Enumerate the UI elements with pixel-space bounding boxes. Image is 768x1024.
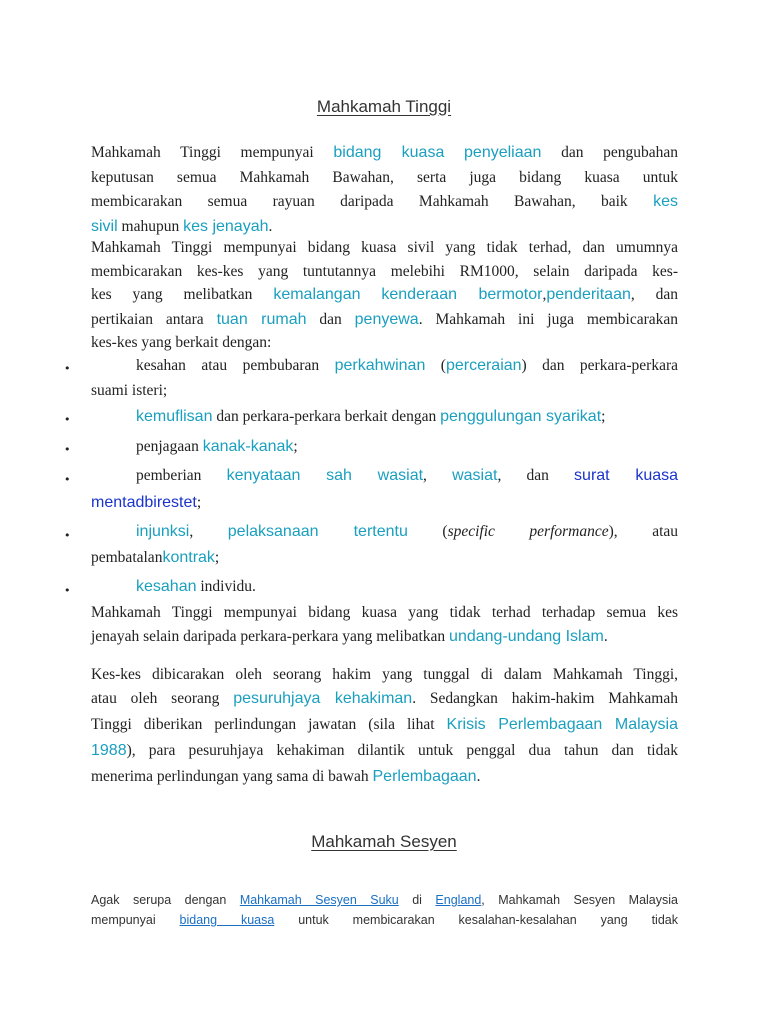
p5-line1 — [91, 893, 678, 907]
bullet5-line1 — [136, 523, 678, 541]
link-kemalangan[interactable]: kemalangan — [273, 286, 361, 303]
bullet6 — [136, 578, 678, 596]
link-wasiat[interactable]: wasiat — [452, 467, 498, 484]
link-sivil[interactable]: sivil — [91, 218, 118, 235]
p1-line4 — [91, 218, 678, 236]
text: ), atau — [608, 523, 679, 540]
text: , — [189, 523, 194, 540]
link-kontrak[interactable]: kontrak — [162, 549, 215, 566]
text: ; — [293, 438, 298, 455]
text: ) dan perkara-perkara — [521, 357, 679, 374]
bullet3 — [136, 438, 678, 456]
link-perkahwinan[interactable]: perkahwinan — [334, 357, 426, 374]
bullet-marker: • — [64, 413, 71, 426]
text: di — [412, 893, 422, 907]
bullet-marker: • — [64, 529, 71, 542]
link-krisis-perlembagaan[interactable]: Krisis Perlembagaan Malaysia — [446, 716, 678, 733]
p4-line4 — [91, 742, 678, 760]
text: kesahan atau pembubaran — [136, 357, 320, 374]
p2-line5: kes-kes yang berkait dengan: — [91, 334, 272, 351]
text: ), para pesuruhjaya kehakiman dilantik untuk penggal dua tahun dan tidak — [126, 742, 678, 759]
p1-line2: keputusan semua Mahkamah Bawahan, serta juga bidang kuasa untuk — [91, 169, 678, 186]
p4-line5 — [91, 768, 678, 786]
link-perlembagaan[interactable]: Perlembagaan — [372, 768, 477, 785]
text: pemberian — [136, 467, 202, 484]
text: Mahkamah Tinggi mempunyai — [91, 144, 314, 161]
bullet-marker: • — [64, 362, 71, 375]
text: penjagaan — [136, 438, 199, 455]
p4-line2 — [91, 690, 678, 708]
link-pelaksanaan-tertentu[interactable]: pelaksanaan tertentu — [227, 523, 408, 540]
link-kenderaan-bermotor[interactable]: kenderaan bermotor — [381, 286, 543, 303]
text: ; — [601, 408, 606, 425]
text: . Sedangkan hakim-hakim Mahkamah — [412, 690, 678, 707]
italic-term: specific performance — [447, 523, 609, 540]
text: atau oleh seorang — [91, 690, 220, 707]
text: . — [476, 768, 481, 785]
p1-line1 — [91, 144, 678, 162]
link-perceraian[interactable]: perceraian — [445, 357, 522, 374]
text: mempunyai — [91, 913, 156, 927]
p2-line4 — [91, 311, 678, 329]
text: , — [423, 467, 427, 484]
link-penderitaan[interactable]: penderitaan — [546, 286, 631, 303]
text: Tinggi diberikan perlindungan jawatan (sila lihat — [91, 716, 435, 733]
link-england[interactable]: England — [435, 893, 482, 907]
link-penyewa[interactable]: penyewa — [354, 311, 419, 328]
link-penggulungan-syarikat[interactable]: penggulungan syarikat — [440, 408, 602, 425]
p1-line3 — [91, 193, 678, 211]
text: dan pengubahan — [561, 144, 679, 161]
text: dan perkara-perkara berkait dengan — [216, 408, 437, 425]
text: pertikaian antara — [91, 311, 204, 328]
p4-line1: Kes-kes dibicarakan oleh seorang hakim yang tunggal di dalam Mahkamah Tinggi, — [91, 666, 678, 683]
heading-mahkamah-tinggi: Mahkamah Tinggi — [316, 97, 452, 116]
link-bidang-kuasa[interactable]: bidang kuasa — [333, 144, 445, 161]
link-kes[interactable]: kes — [653, 193, 678, 210]
bullet2 — [136, 408, 678, 426]
text: , — [542, 286, 547, 303]
bullet1-line2: suami isteri; — [91, 382, 168, 399]
link-kemuflisan[interactable]: kemuflisan — [136, 408, 213, 425]
link-tuan-rumah[interactable]: tuan rumah — [216, 311, 307, 328]
bullet1-line1 — [136, 357, 678, 375]
p2-line3 — [91, 286, 678, 304]
bullet-marker: • — [64, 584, 71, 597]
text: ( — [440, 357, 446, 374]
p5-line2 — [91, 913, 678, 927]
link-bidang-kuasa-2[interactable]: bidang kuasa — [179, 913, 275, 927]
bullet-marker: • — [64, 443, 71, 456]
text: . — [268, 218, 273, 235]
text: ( — [442, 523, 448, 540]
text: individu. — [200, 578, 256, 595]
link-kesahan[interactable]: kesahan — [136, 578, 197, 595]
text: menerima perlindungan yang sama di bawah — [91, 768, 369, 785]
text: dan — [319, 311, 342, 328]
bullet5-line2 — [91, 549, 678, 567]
link-mentadbirestet[interactable]: mentadbirestet — [91, 494, 197, 511]
link-undang-undang-islam[interactable]: undang-undang Islam — [449, 628, 604, 645]
link-injunksi[interactable]: injunksi — [136, 523, 190, 540]
text: pembatalan — [91, 549, 163, 566]
p2-line1: Mahkamah Tinggi mempunyai bidang kuasa sivil yang tidak terhad, dan umumnya — [91, 239, 678, 256]
text: . Mahkamah ini juga membicarakan — [418, 311, 679, 328]
link-kes-jenayah[interactable]: kes jenayah — [183, 218, 269, 235]
text: ; — [196, 494, 202, 511]
p2-line2: membicarakan kes-kes yang tuntutannya melebihi RM1000, selain daripada kes- — [91, 263, 678, 280]
bullet4-line1 — [136, 467, 678, 485]
text: jenayah selain daripada perkara-perkara yang melibatkan — [91, 628, 446, 645]
text: , dan — [497, 467, 549, 484]
bullet-marker: • — [64, 473, 71, 486]
bullet4-line2 — [91, 494, 678, 512]
text: ; — [214, 549, 220, 566]
text: membicarakan semua rayuan daripada Mahkamah Bawahan, baik — [91, 193, 628, 210]
p4-line3 — [91, 716, 678, 734]
p3-line1: Mahkamah Tinggi mempunyai bidang kuasa yang tidak terhad terhadap semua kes — [91, 604, 678, 621]
text: , dan — [630, 286, 678, 303]
text: Agak serupa dengan — [91, 893, 227, 907]
link-surat-kuasa[interactable]: surat kuasa — [574, 467, 679, 484]
link-kenyataan-sah-wasiat[interactable]: kenyataan sah wasiat — [226, 467, 424, 484]
text: , Mahkamah Sesyen Malaysia — [481, 893, 678, 907]
text: kes yang melibatkan — [91, 286, 253, 303]
link-penyeliaan[interactable]: penyeliaan — [464, 144, 542, 161]
p3-line2 — [91, 628, 678, 646]
link-1988[interactable]: 1988 — [91, 742, 127, 759]
link-pesuruhjaya-kehakiman[interactable]: pesuruhjaya kehakiman — [233, 690, 413, 707]
link-mahkamah-sesyen-suku[interactable]: Mahkamah Sesyen Suku — [239, 893, 399, 907]
link-kanak-kanak[interactable]: kanak-kanak — [202, 438, 294, 455]
text: untuk membicarakan kesalahan-kesalahan yang tidak — [298, 913, 678, 927]
text: mahupun — [121, 218, 180, 235]
heading-mahkamah-sesyen: Mahkamah Sesyen — [311, 832, 457, 851]
text: . — [603, 628, 608, 645]
